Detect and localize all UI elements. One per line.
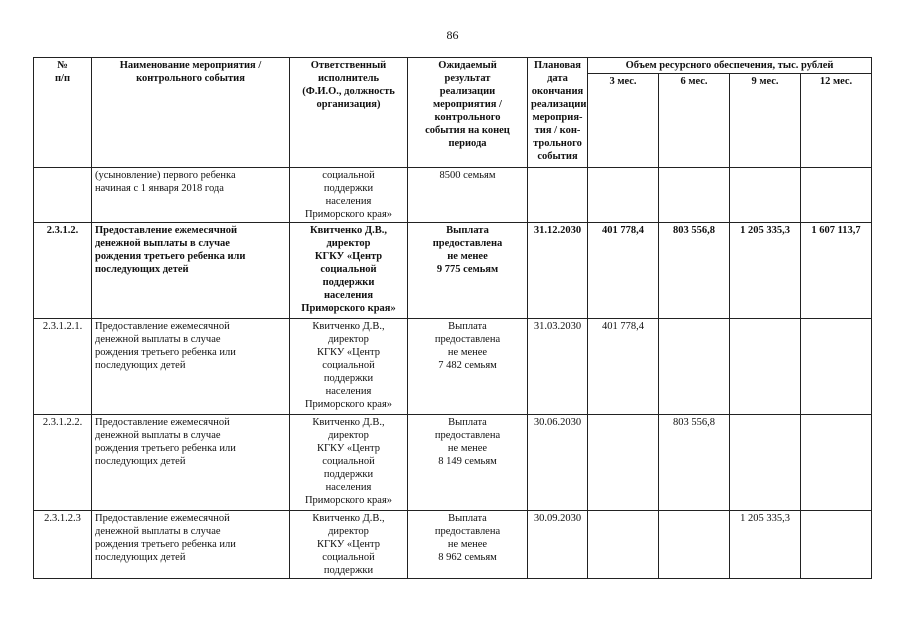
cell-m12 — [801, 319, 872, 415]
header-num: № п/п — [34, 58, 92, 168]
cell-name: Предоставление ежемесячной денежной выплаты в случае рождения третьего ребенка или последующих детей — [92, 511, 290, 579]
cell-date: 31.03.2030 — [528, 319, 588, 415]
cell-num — [34, 168, 92, 223]
cell-m3 — [588, 511, 659, 579]
cell-executor: Квитченко Д.В., директор КГКУ «Центр социальной поддержки населения Приморского края» — [290, 223, 408, 319]
activities-table — [33, 57, 872, 579]
cell-m3 — [588, 415, 659, 511]
cell-m6 — [659, 168, 730, 223]
cell-date: 30.06.2030 — [528, 415, 588, 511]
cell-m9 — [730, 319, 801, 415]
header-m3: 3 мес. — [588, 74, 659, 168]
cell-m9: 1 205 335,3 — [730, 223, 801, 319]
cell-name: Предоставление ежемесячной денежной выплаты в случае рождения третьего ребенка или последующих детей — [92, 319, 290, 415]
page-number: 86 — [446, 28, 459, 42]
cell-num: 2.3.1.2. — [34, 223, 92, 319]
cell-date: 31.12.2030 — [528, 223, 588, 319]
header-m6: 6 мес. — [659, 74, 730, 168]
cell-num: 2.3.1.2.3 — [34, 511, 92, 579]
table-row — [34, 319, 872, 415]
header-date: Плановая дата окончания реализации мероприя- тия / кон- трольного события — [528, 58, 588, 168]
table-row — [34, 168, 872, 223]
cell-m12: 1 607 113,7 — [801, 223, 872, 319]
cell-name: Предоставление ежемесячной денежной выплаты в случае рождения третьего ребенка или последующих детей — [92, 223, 290, 319]
header-resources: Объем ресурсного обеспечения, тыс. рублей — [588, 58, 872, 74]
cell-m3: 401 778,4 — [588, 223, 659, 319]
cell-result: Выплата предоставлена не менее 7 482 семьям — [408, 319, 528, 415]
header-result: Ожидаемый результат реализации мероприятия / контрольного события на конец периода — [408, 58, 528, 168]
cell-m9 — [730, 415, 801, 511]
cell-m6 — [659, 319, 730, 415]
cell-executor: социальной поддержки населения Приморского края» — [290, 168, 408, 223]
cell-m12 — [801, 415, 872, 511]
header-name: Наименование мероприятия / контрольного события — [92, 58, 290, 168]
cell-m6: 803 556,8 — [659, 223, 730, 319]
header-executor: Ответственный исполнитель (Ф.И.О., должность организация) — [290, 58, 408, 168]
cell-m9: 1 205 335,3 — [730, 511, 801, 579]
cell-executor: Квитченко Д.В., директор КГКУ «Центр социальной поддержки населения Приморского края» — [290, 319, 408, 415]
table-row — [34, 415, 872, 511]
table-row — [34, 511, 872, 579]
cell-m3 — [588, 168, 659, 223]
cell-date — [528, 168, 588, 223]
header-m12: 12 мес. — [801, 74, 872, 168]
cell-m12 — [801, 168, 872, 223]
cell-executor: Квитченко Д.В., директор КГКУ «Центр социальной поддержки — [290, 511, 408, 579]
cell-m12 — [801, 511, 872, 579]
cell-result: Выплата предоставлена не менее 8 149 семьям — [408, 415, 528, 511]
cell-name: Предоставление ежемесячной денежной выплаты в случае рождения третьего ребенка или последующих детей — [92, 415, 290, 511]
cell-result: Выплата предоставлена не менее 9 775 семьям — [408, 223, 528, 319]
header-m9: 9 мес. — [730, 74, 801, 168]
cell-num: 2.3.1.2.1. — [34, 319, 92, 415]
cell-num: 2.3.1.2.2. — [34, 415, 92, 511]
cell-executor: Квитченко Д.В., директор КГКУ «Центр социальной поддержки населения Приморского края» — [290, 415, 408, 511]
cell-result: 8500 семьям — [408, 168, 528, 223]
cell-result: Выплата предоставлена не менее 8 962 семьям — [408, 511, 528, 579]
cell-m6 — [659, 511, 730, 579]
cell-name: (усыновление) первого ребенка начиная с 1 января 2018 года — [92, 168, 290, 223]
cell-date: 30.09.2030 — [528, 511, 588, 579]
cell-m6: 803 556,8 — [659, 415, 730, 511]
cell-m3: 401 778,4 — [588, 319, 659, 415]
table-row — [34, 223, 872, 319]
cell-m9 — [730, 168, 801, 223]
